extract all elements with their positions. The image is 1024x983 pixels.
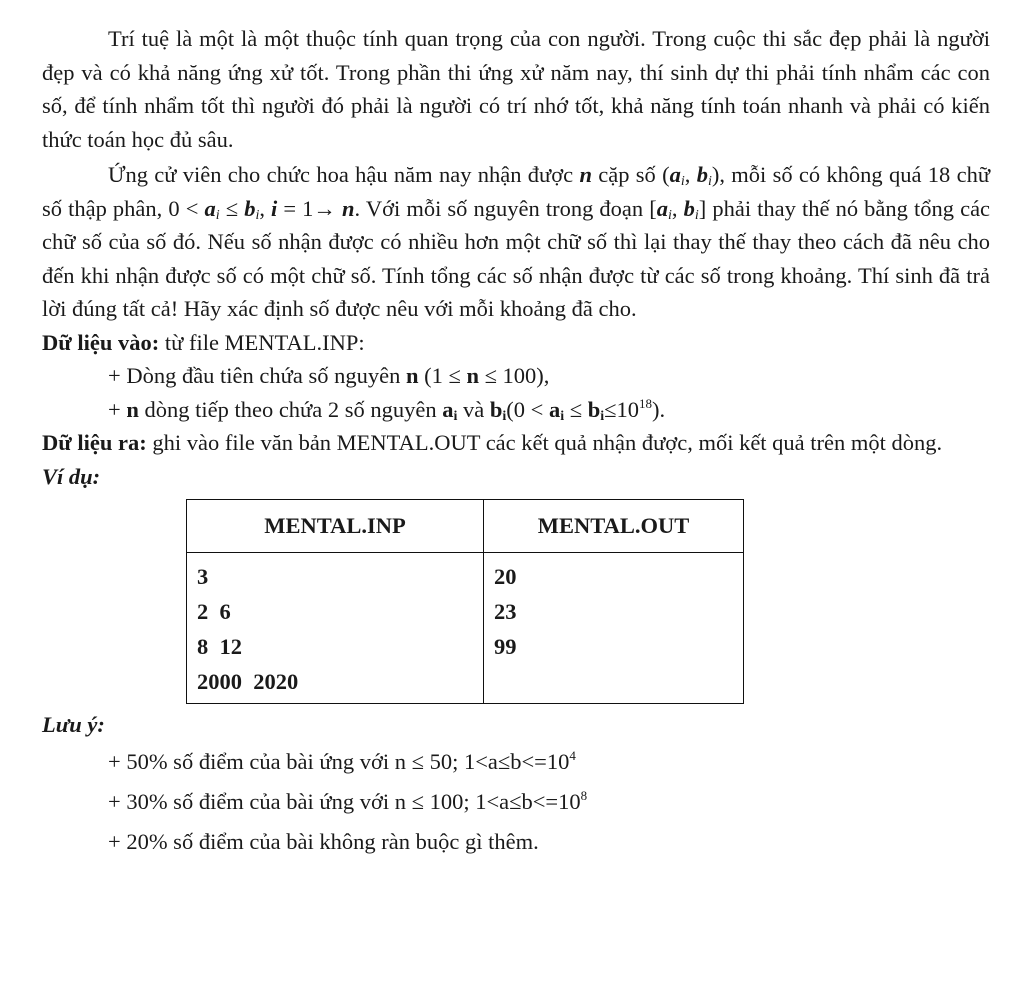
- output-line: 23: [494, 599, 517, 624]
- var-a: a: [656, 195, 669, 221]
- input-line: 2 6: [197, 599, 231, 624]
- intro-text: Trí tuệ là một là một thuộc tính quan trọng của con người. Trong cuộc thi sắc đẹp phải là người đẹp và có khả năng ứng xử tốt. Trong phần thi ứng xử năm nay, thí sinh dự thi phải tính nhẩm các con số, để tính nhẩm tốt thì người đó phải là người có trí nhớ tốt, khả năng tính toán nhanh và phải có kiến thức toán học đủ sâu.: [42, 26, 990, 152]
- output-text: ghi vào file văn bản MENTAL.OUT các kết quả nhận được, mối kết quả trên một dòng.: [152, 430, 943, 455]
- var-n: n: [126, 396, 139, 422]
- var-b: b: [244, 195, 256, 221]
- output-cell: [484, 553, 744, 704]
- sub-i: i: [255, 207, 260, 223]
- var-b: b: [587, 396, 601, 422]
- problem-text-3: ), mỗi số có không quá 18 chữ số thập phân, 0 <: [42, 162, 991, 221]
- input-cell: [187, 553, 484, 704]
- sub-i: i: [502, 408, 507, 424]
- output-section: [42, 426, 990, 460]
- note-item: [42, 742, 990, 782]
- exponent: 18: [638, 395, 652, 411]
- output-line: 20: [494, 564, 517, 589]
- sub-i: i: [453, 408, 458, 424]
- comma: ,: [671, 195, 678, 221]
- var-n: n: [405, 363, 419, 388]
- var-a: a: [669, 162, 681, 187]
- sub-i: i: [668, 207, 672, 223]
- problem-text-7: ] phải thay thế nó bằng tổng các chữ số của số đó. Nếu số nhận được có nhiều hơn một chữ số thì lại thay thế thay theo cách đã nêu cho đến khi nhận được số có một chữ số. Tính tổng các số nhận được từ các số trong khoảng. Thí sinh đã trả lời đúng tất cả! Hãy xác định số được nêu với mỗi khoảng đã cho.: [42, 195, 991, 321]
- output-line: 99: [494, 634, 517, 659]
- problem-text-5: = 1→: [283, 195, 336, 221]
- notes-list: [42, 742, 990, 862]
- var-n: n: [579, 162, 592, 187]
- input-line: 8 12: [197, 634, 242, 659]
- var-a: a: [442, 396, 454, 422]
- note-text: + 50% số điểm của bài ứng với n ≤ 50; 1<a≤b<=10: [108, 748, 570, 774]
- leq-symbol: ≤: [225, 195, 239, 221]
- var-b: b: [489, 396, 503, 422]
- output-label: Dữ liệu ra:: [42, 430, 147, 455]
- range-max: ≤10: [604, 396, 639, 422]
- sub-i: i: [694, 207, 699, 223]
- comma: ,: [259, 195, 265, 221]
- example-label: Ví dụ:: [42, 463, 101, 489]
- range-open: (0 <: [506, 396, 544, 422]
- var-b: b: [696, 162, 708, 187]
- sub-i: i: [600, 408, 605, 424]
- var-a: a: [204, 195, 216, 221]
- var-i: i: [271, 195, 278, 221]
- var-a: a: [548, 396, 561, 422]
- sub-i: i: [707, 174, 712, 189]
- input-text: từ file MENTAL.INP:: [164, 329, 365, 355]
- table-header-output: MENTAL.OUT: [484, 500, 744, 553]
- input-section-heading: [42, 326, 990, 360]
- input-line-1-end: ≤ 100),: [484, 363, 550, 388]
- var-n: n: [342, 195, 355, 221]
- sub-i: i: [560, 408, 565, 424]
- sub-i: i: [680, 174, 685, 189]
- intro-paragraph: [42, 22, 990, 156]
- input-line: 3: [197, 564, 209, 589]
- comma: ,: [684, 162, 691, 187]
- input-line-1: [42, 359, 990, 393]
- input-line-2-text: dòng tiếp theo chứa 2 số nguyên: [144, 396, 437, 422]
- exponent: 4: [569, 747, 576, 763]
- var-b: b: [683, 195, 695, 221]
- input-line-2: [42, 393, 990, 427]
- note-item: + 20% số điểm của bài không ràn buộc gì thêm.: [108, 828, 539, 854]
- leq-symbol: ≤: [569, 396, 583, 422]
- and-word: và: [463, 396, 485, 422]
- var-n: n: [466, 363, 479, 388]
- note-text: + 30% số điểm của bài ứng với n ≤ 100; 1<a≤b<=10: [108, 788, 581, 814]
- input-line: 2000 2020: [197, 669, 299, 694]
- input-line-1-range: (1 ≤: [424, 363, 461, 388]
- plus-sign: +: [108, 396, 121, 422]
- problem-text-1: Ứng cử viên cho chức hoa hậu năm nay nhận được: [108, 162, 574, 187]
- problem-text-2: cặp số (: [598, 162, 670, 187]
- problem-text-6: . Với mỗi số nguyên trong đoạn [: [354, 195, 657, 221]
- input-label: Dữ liệu vào:: [42, 329, 160, 355]
- sub-i: i: [215, 207, 220, 223]
- note-item: [42, 782, 990, 822]
- table-header-input: MENTAL.INP: [187, 500, 484, 553]
- example-table: [186, 499, 744, 704]
- input-line-1-text: + Dòng đầu tiên chứa số nguyên: [108, 363, 401, 388]
- exponent: 8: [580, 787, 588, 803]
- problem-paragraph: [42, 158, 990, 326]
- notes-label: Lưu ý:: [42, 712, 105, 737]
- range-close: ).: [651, 396, 666, 422]
